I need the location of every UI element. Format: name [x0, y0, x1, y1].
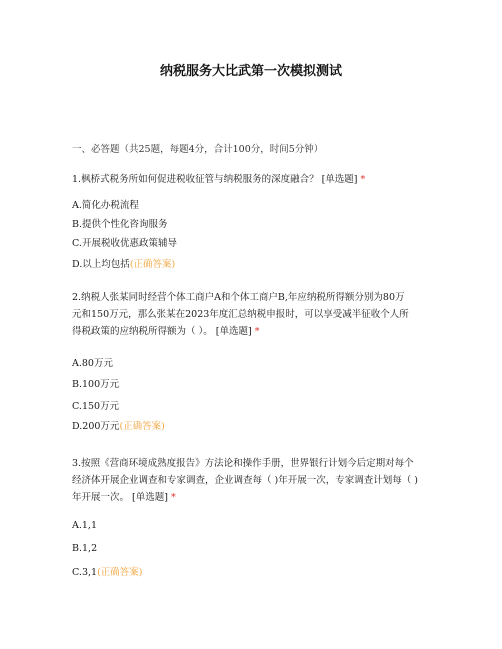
- correct-answer-label: (正确答案): [129, 259, 176, 270]
- question-2-line-3: 得税政策的应纳税所得额为（ ）。 [单选题]: [72, 326, 252, 337]
- option-1d-text: D.以上均包括: [72, 259, 130, 270]
- option-1d: [72, 256, 175, 270]
- question-1-text: 1.枫桥式税务所如何促进税收征管与纳税服务的深度融合？ [单选题]: [72, 174, 358, 185]
- option-3c: [72, 564, 142, 578]
- page-title: 纳税服务大比武第一次模拟测试: [159, 64, 342, 79]
- question-3: [72, 455, 434, 506]
- question-3-line-3: 年开展一次。 [单选题]: [72, 492, 168, 503]
- option-2b: B.100万元: [72, 379, 120, 390]
- question-2-line-1: 2.纳税人张某同时经营个体工商户A和个体工商户B,年应纳税所得额分别为80万: [72, 292, 405, 303]
- question-2-line-2: 元和150万元，那么张某在2023年度汇总纳税申报时，可以享受减半征收个人所: [72, 309, 409, 320]
- option-2d: [72, 418, 165, 432]
- required-mark: *: [360, 174, 366, 185]
- option-2a: A.80万元: [72, 358, 113, 369]
- option-3c-text: C.3,1: [72, 567, 98, 578]
- required-mark: *: [170, 492, 176, 503]
- required-mark: *: [254, 326, 260, 337]
- option-3b: B.1,2: [72, 543, 98, 554]
- section-intro: 一、必答题（共25题，每题4分，合计100分，时间5分钟）: [72, 144, 324, 155]
- question-3-line-1: 3.按照《营商环境成熟度报告》方法论和操作手册，世界银行计划今后定期对每个: [72, 458, 414, 469]
- option-2c: C.150万元: [72, 401, 120, 412]
- option-1a: A.简化办税流程: [72, 200, 139, 211]
- correct-answer-label: (正确答案): [119, 421, 165, 432]
- option-3a: A.1,1: [72, 520, 97, 531]
- option-1c: C.开展税收优惠政策辅导: [72, 238, 177, 249]
- correct-answer-label: (正确答案): [97, 567, 143, 578]
- question-2: [72, 289, 434, 340]
- question-3-line-2: 经济体开展企业调查和专家调查，企业调查每（ )年开展一次，专家调查计划每（ ): [72, 475, 418, 486]
- question-1: [72, 171, 434, 188]
- option-2d-text: D.200万元: [72, 421, 120, 432]
- option-1b: B.提供个性化咨询服务: [72, 219, 168, 230]
